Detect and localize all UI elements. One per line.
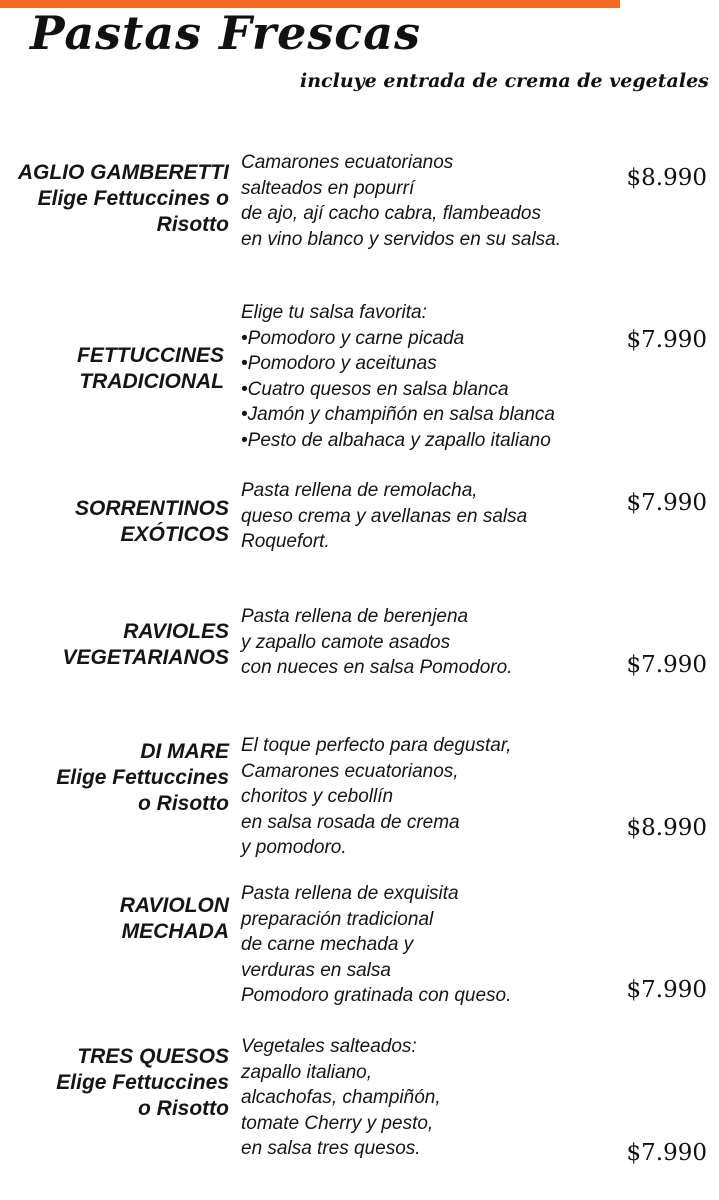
item-name-line: o Risotto xyxy=(138,1097,229,1120)
item-desc-line: •Pomodoro y carne picada xyxy=(241,327,465,349)
item-desc-line: tomate Cherry y pesto, xyxy=(241,1112,434,1134)
item-desc-line: salteados en popurrí xyxy=(241,177,415,199)
item-desc-line: y zapallo camote asados xyxy=(241,631,451,653)
item-desc-line: y pomodoro. xyxy=(241,837,347,858)
item-price: $7.990 xyxy=(626,327,707,353)
item-desc-line: en vino blanco y servidos en su salsa. xyxy=(241,228,562,250)
item-name-line: SORRENTINOS xyxy=(74,497,229,520)
item-name-line: Elige Fettuccines o xyxy=(37,187,229,210)
item-desc-line: •Cuatro quesos en salsa blanca xyxy=(241,378,509,400)
item-name-line: FETTUCCINES xyxy=(77,344,224,367)
item-price: $7.990 xyxy=(626,977,707,1003)
item-description xyxy=(241,150,561,252)
item-name xyxy=(18,160,229,238)
item-desc-line: Pasta rellena de exquisita xyxy=(241,883,459,904)
item-desc-line: •Pesto de albahaca y zapallo italiano xyxy=(241,429,551,451)
item-name-line: AGLIO GAMBERETTI xyxy=(17,161,229,184)
item-description xyxy=(241,300,555,453)
item-desc-line: Pasta rellena de remolacha, xyxy=(241,480,478,501)
item-name-line: DI MARE xyxy=(140,740,229,763)
item-desc-line: en salsa rosada de crema xyxy=(241,811,460,833)
item-name-line: TRADICIONAL xyxy=(79,370,224,393)
item-desc-line: verduras en salsa xyxy=(241,959,391,981)
item-price: $7.990 xyxy=(626,652,707,678)
item-desc-line: con nueces en salsa Pomodoro. xyxy=(241,657,513,678)
item-description xyxy=(241,881,511,1009)
item-price: $8.990 xyxy=(626,165,707,191)
item-description xyxy=(241,1034,441,1162)
item-desc-line: Pasta rellena de berenjena xyxy=(241,606,469,627)
item-name xyxy=(120,893,229,945)
page-subtitle: incluye entrada de crema de vegetales xyxy=(300,70,709,92)
item-name-line: TRES QUESOS xyxy=(77,1045,229,1068)
item-desc-line: en salsa tres quesos. xyxy=(241,1138,421,1159)
item-desc-line: •Pomodoro y aceitunas xyxy=(241,353,437,374)
page-title: Pastas Frescas xyxy=(30,6,421,60)
item-desc-line: de carne mechada y xyxy=(241,934,414,955)
item-name xyxy=(56,1044,229,1122)
item-name xyxy=(56,739,229,817)
item-name-line: EXÓTICOS xyxy=(120,523,229,546)
item-desc-line: queso crema y avellanas en salsa xyxy=(241,505,528,527)
item-desc-line: preparación tradicional xyxy=(241,908,434,930)
item-desc-line: Elige tu salsa favorita: xyxy=(241,302,427,323)
item-price: $8.990 xyxy=(626,815,707,841)
item-name xyxy=(75,496,229,548)
item-desc-line: •Jamón y champiñón en salsa blanca xyxy=(241,404,556,425)
item-desc-line: Camarones ecuatorianos xyxy=(241,152,454,173)
item-name-line: o Risotto xyxy=(138,792,229,815)
item-name-line: VEGETARIANOS xyxy=(62,646,229,669)
item-description xyxy=(241,604,512,681)
item-desc-line: Roquefort. xyxy=(241,531,330,552)
item-desc-line: Pomodoro gratinada con queso. xyxy=(241,985,512,1006)
item-name-line: MECHADA xyxy=(121,920,229,943)
item-desc-line: Camarones ecuatorianos, xyxy=(241,760,459,782)
item-name-line: RAVIOLES xyxy=(123,620,229,643)
item-description xyxy=(241,478,527,555)
item-price: $7.990 xyxy=(626,1140,707,1166)
item-name xyxy=(77,343,224,395)
item-desc-line: de ajo, ají cacho cabra, flambeados xyxy=(241,203,541,224)
item-desc-line: choritos y cebollín xyxy=(241,786,394,807)
item-name-line: RAVIOLON xyxy=(119,894,229,917)
item-name-line: Elige Fettuccines xyxy=(56,1071,229,1094)
item-name xyxy=(63,619,229,671)
item-desc-line: Vegetales salteados: xyxy=(241,1036,417,1057)
item-name-line: Elige Fettuccines xyxy=(56,766,229,789)
item-price: $7.990 xyxy=(626,490,707,516)
item-desc-line: zapallo italiano, xyxy=(241,1061,372,1083)
item-desc-line: alcachofas, champiñón, xyxy=(241,1087,441,1108)
item-description xyxy=(241,733,511,861)
item-name-line: Risotto xyxy=(156,213,229,236)
item-desc-line: El toque perfecto para degustar, xyxy=(241,735,512,756)
